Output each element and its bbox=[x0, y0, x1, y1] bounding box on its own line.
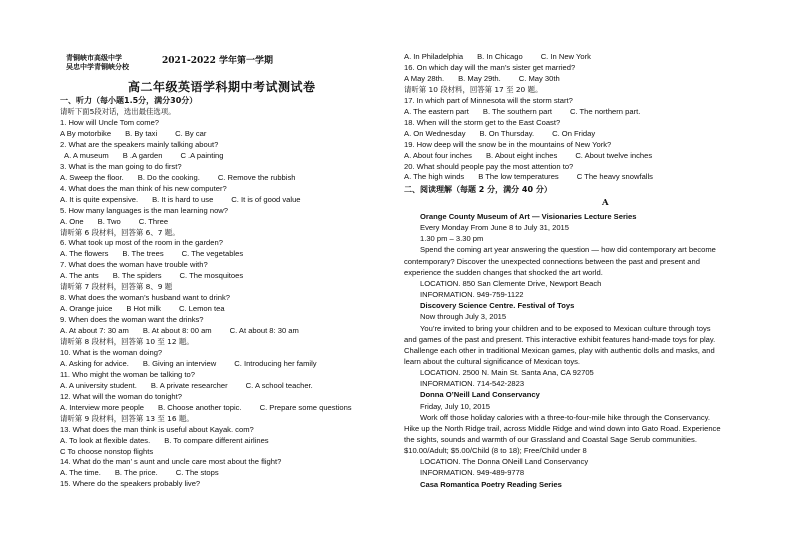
question-line: 16. On which day will the man’s sister get married? bbox=[404, 62, 576, 72]
answer-option: A. To look at flexible dates. bbox=[60, 435, 151, 445]
question-line: 3. What is the man going to do first? bbox=[60, 161, 182, 171]
passage-line: You’re invited to bring your children and to be exposed to Mexican culture through toys bbox=[420, 323, 711, 333]
answer-option: C. By car bbox=[175, 128, 207, 138]
section1-instructions: 请听下面5段对话，选出最佳选项。 bbox=[60, 107, 176, 116]
question-line: 12. What will the woman do tonight? bbox=[60, 391, 182, 401]
answer-option: B. A private researcher bbox=[150, 380, 228, 390]
answer-options bbox=[60, 195, 315, 204]
school-name-line1: 青铜峡市高级中学 bbox=[66, 54, 122, 62]
passage-line: 1.30 pm – 3.30 pm bbox=[420, 234, 484, 244]
answer-option: A. One bbox=[60, 216, 84, 226]
question-line: 5. How many languages is the man learning now? bbox=[60, 205, 229, 215]
question-line: 10. What is the woman doing? bbox=[60, 347, 163, 357]
answer-options bbox=[60, 217, 182, 226]
answer-option: A. The ants bbox=[60, 271, 99, 281]
answer-options bbox=[60, 403, 366, 412]
answer-options bbox=[60, 304, 239, 313]
question-line: 15. Where do the speakers probably live? bbox=[60, 479, 201, 489]
answer-option: A. Interview more people bbox=[60, 402, 144, 412]
passage-line: INFORMATION. 949-489-9778 bbox=[420, 468, 525, 478]
answer-options bbox=[60, 129, 220, 138]
answer-option: B. By taxi bbox=[125, 128, 158, 138]
answer-options bbox=[60, 359, 331, 368]
answer-option: A. A museum bbox=[64, 150, 109, 160]
question-line: 14. What do the man’ s aunt and uncle care most about the flight? bbox=[60, 457, 282, 467]
answer-option: B. In Chicago bbox=[477, 52, 523, 61]
answer-options bbox=[60, 468, 233, 477]
answer-options bbox=[404, 107, 654, 116]
passage-heading: Donna O’Neill Land Conservancy bbox=[420, 390, 540, 400]
answer-option: A. The time. bbox=[60, 468, 101, 478]
answer-option: C. A school teacher. bbox=[245, 380, 313, 390]
answer-option: B .A garden bbox=[122, 150, 163, 160]
answer-option: A. It is quite expensive. bbox=[60, 194, 139, 204]
answer-options bbox=[60, 381, 327, 390]
answer-option: C. May 30th bbox=[518, 73, 560, 83]
passage-label: A bbox=[602, 198, 609, 208]
passage-line: experience the sudden changes that shocked the art world. bbox=[404, 267, 603, 277]
school-name-line2: 吴忠中学青铜峡分校 bbox=[66, 63, 129, 71]
section1-title: 一、听力（每小题1.5分，满分30分） bbox=[60, 96, 198, 105]
page-title: 高二年级英语学科期中考试测试卷 bbox=[128, 80, 316, 94]
question-line: C To choose nonstop flights bbox=[60, 446, 154, 456]
answer-option: A. The eastern part bbox=[404, 106, 469, 116]
answer-option: C. It is of good value bbox=[231, 194, 301, 204]
question-line: 请听第 10 段材料，回答第 17 至 20 题。 bbox=[404, 84, 543, 94]
answer-option: B. To compare different airlines bbox=[164, 435, 269, 445]
answer-option: C. The northern part. bbox=[569, 106, 641, 116]
passage-line: $10.00/Adult; $5.00/Child (8 to 18); Free/Child under 8 bbox=[404, 446, 587, 456]
answer-option: C. At about 8: 30 am bbox=[229, 326, 299, 336]
answer-option: A. A university student. bbox=[60, 380, 137, 390]
answer-option: B. May 29th. bbox=[458, 73, 501, 83]
passage-line: Hike up the North Ridge trail, across Middle Ridge and wind down into Gato Road. Experience bbox=[404, 423, 721, 433]
answer-option: B. The spiders bbox=[112, 271, 162, 281]
passage-line: and games of the past and present. This interactive exhibit features hand-made toys for play. bbox=[404, 334, 716, 344]
passage-line: INFORMATION. 714-542-2823 bbox=[420, 379, 525, 389]
answer-options bbox=[60, 271, 257, 280]
section2-title: 二、阅读理解（每题 2 分，满分 40 分） bbox=[404, 185, 552, 194]
answer-option: B. About eight inches bbox=[485, 150, 558, 160]
question-line: 9. When does the woman want the drinks? bbox=[60, 315, 204, 325]
answer-option: B Hot milk bbox=[126, 304, 161, 314]
answer-option: C. On Friday bbox=[552, 128, 596, 138]
question-line: 18. When will the storm get to the East Coast? bbox=[404, 117, 561, 127]
question-line: 11. Who might the woman be talking to? bbox=[60, 369, 195, 379]
answer-option: B. The southern part bbox=[482, 106, 552, 116]
answer-option: B. The trees bbox=[122, 249, 164, 259]
passage-line: contemporary? Discover the unexpected connections between the past and present and bbox=[404, 256, 700, 266]
answer-option: C. The vegetables bbox=[181, 249, 244, 259]
question-line: 20. What should people pay the most attention to? bbox=[404, 161, 574, 171]
answer-option: C. The mosquitoes bbox=[179, 271, 244, 281]
question-line: 19. How deep will the snow be in the mountains of New York? bbox=[404, 139, 612, 149]
answer-option: B. Do the cooking. bbox=[137, 172, 200, 182]
answer-option: B The low temperatures bbox=[478, 172, 559, 182]
answer-option: C. Introducing her family bbox=[234, 358, 317, 368]
answer-option: A. Sweep the floor. bbox=[60, 172, 124, 182]
answer-option: C. About twelve inches bbox=[575, 150, 653, 160]
answer-option: A. Orange juice bbox=[60, 304, 113, 314]
answer-options bbox=[404, 129, 609, 138]
answer-options bbox=[404, 52, 605, 61]
passage-line: Now through July 3, 2015 bbox=[420, 312, 507, 322]
answer-option: B. On Thursday. bbox=[479, 128, 535, 138]
answer-option: A By motorbike bbox=[60, 128, 112, 138]
passage-line: LOCATION. 2500 N. Main St. Santa Ana, CA 92705 bbox=[420, 368, 594, 378]
answer-option: A May 28th. bbox=[404, 73, 445, 83]
passage-line: Spend the coming art year answering the question — how did contemporary art become bbox=[420, 245, 716, 255]
answer-options bbox=[60, 173, 309, 182]
passage-heading: Casa Romantica Poetry Reading Series bbox=[420, 479, 562, 489]
answer-options bbox=[60, 249, 257, 258]
question-line: 6. What took up most of the room in the garden? bbox=[60, 238, 223, 248]
passage-line: INFORMATION. 949-759-1122 bbox=[420, 290, 524, 300]
answer-option: A. At about 7: 30 am bbox=[60, 326, 129, 336]
question-line: 请听第 7 段材料，回答第 8、9 题 bbox=[60, 282, 173, 292]
passage-line: Work off those holiday calories with a three-to-four-mile hike through the Conservancy. bbox=[420, 412, 710, 422]
passage-line: LOCATION. The Donna ONeill Land Conservancy bbox=[420, 457, 589, 467]
answer-option: C. The stops bbox=[175, 468, 219, 478]
answer-option: B. Giving an interview bbox=[142, 358, 217, 368]
answer-options bbox=[404, 151, 666, 160]
question-line: 17. In which part of Minnesota will the storm start? bbox=[404, 95, 573, 105]
answer-options bbox=[404, 172, 667, 181]
question-line: 13. What does the man think is useful about Kayak. com? bbox=[60, 424, 254, 434]
term-label: 2021-2022 学年第一学期 bbox=[162, 56, 273, 66]
question-line: 2. What are the speakers mainly talking about? bbox=[60, 139, 219, 149]
answer-options bbox=[60, 151, 238, 160]
passage-line: the sights, sounds and warmth of our Grassland and Coastal Sage Serub communities. bbox=[404, 435, 697, 444]
answer-options bbox=[60, 326, 313, 335]
answer-option: A. About four inches bbox=[404, 150, 472, 160]
answer-option: B. The price. bbox=[114, 468, 158, 478]
answer-option: B. It is hard to use bbox=[152, 194, 214, 204]
question-line: 请听第 8 段材料，回答第 10 至 12 题。 bbox=[60, 337, 194, 346]
answer-option: A. The high winds bbox=[404, 172, 465, 182]
answer-option: A. The flowers bbox=[60, 249, 109, 259]
question-line: 1. How will Uncle Tom come? bbox=[60, 118, 160, 127]
answer-option: A. On Wednesday bbox=[404, 128, 466, 138]
question-line: 请听第 6 段材料，回答第 6、7 题。 bbox=[60, 227, 180, 237]
passage-line: Challenge each other in traditional Mexican games, play with authentic dolls and masks, and bbox=[404, 345, 715, 355]
answer-option: A. Asking for advice. bbox=[60, 358, 129, 368]
answer-option: C. Prepare some questions bbox=[259, 402, 352, 412]
passage-heading: Discovery Science Centre. Festival of Toys bbox=[420, 301, 575, 311]
question-line: 8. What does the woman’s husband want to drink? bbox=[60, 293, 230, 303]
passage-line: Every Monday From June 8 to July 31, 2015 bbox=[420, 223, 569, 233]
question-line: 4. What does the man think of his new computer? bbox=[60, 183, 227, 193]
question-line: 7. What does the woman have trouble with? bbox=[60, 260, 208, 270]
passage-heading: Orange County Museum of Art — Visionaries Lecture Series bbox=[420, 212, 637, 221]
answer-option: C The heavy snowfalls bbox=[576, 172, 653, 182]
answer-option: B. Choose another topic. bbox=[158, 402, 242, 412]
answer-option: C. Three bbox=[138, 216, 169, 226]
answer-option: A. In Philadelphia bbox=[404, 52, 464, 61]
question-line: 请听第 9 段材料，回答第 13 至 16 题。 bbox=[60, 413, 194, 423]
passage-line: LOCATION. 850 San Clemente Drive, Newport Beach bbox=[420, 278, 602, 288]
answer-options bbox=[60, 436, 287, 445]
answer-options bbox=[404, 74, 574, 83]
answer-option: C .A painting bbox=[180, 150, 224, 160]
passage-line: Friday, July 10, 2015 bbox=[420, 401, 490, 411]
answer-option: B. Two bbox=[97, 216, 121, 226]
answer-option: C. Remove the rubbish bbox=[217, 172, 296, 182]
answer-option: C. Lemon tea bbox=[178, 304, 225, 314]
passage-line: learn about the cultural significance of Mexican toys. bbox=[404, 356, 581, 366]
answer-option: B. At about 8: 00 am bbox=[142, 326, 212, 336]
answer-option: C. In New York bbox=[540, 52, 591, 61]
